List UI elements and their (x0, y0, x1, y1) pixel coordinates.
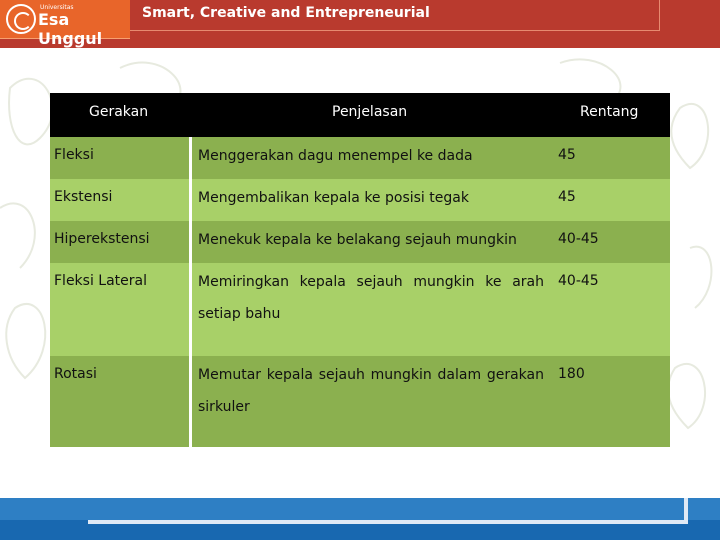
header-divider (130, 30, 660, 31)
col-header-gerakan: Gerakan (89, 104, 149, 120)
column-divider (189, 137, 192, 447)
logo-univ-text: Universitas (40, 4, 74, 11)
footer-line (88, 520, 684, 524)
table-row (50, 179, 670, 221)
cell-gerakan: Rotasi (54, 366, 97, 382)
cell-penjelasan: Menggerakan dagu menempel ke dada (198, 148, 473, 164)
table-row (50, 263, 670, 356)
table-header (50, 93, 670, 137)
cell-gerakan: Fleksi Lateral (54, 273, 148, 289)
table-row (50, 221, 670, 263)
movement-table (50, 93, 670, 447)
logo-block[interactable] (0, 0, 130, 48)
cell-penjelasan: Memutar kepala sejauh mungkin dalam gerakan sirkuler (198, 367, 544, 415)
footer-band (0, 498, 720, 520)
cell-rentang: 180 (558, 366, 585, 382)
cell-gerakan: Ekstensi (54, 189, 113, 205)
footer-line-vertical (684, 498, 688, 524)
cell-rentang: 40-45 (558, 231, 599, 247)
header-divider-vertical (659, 0, 660, 31)
cell-penjelasan: Memiringkan kepala sejauh mungkin ke arah setiap bahu (198, 274, 544, 322)
cell-rentang: 45 (558, 147, 576, 163)
cell-penjelasan: Menekuk kepala ke belakang sejauh mungkin (198, 232, 517, 248)
col-header-penjelasan: Penjelasan (332, 104, 408, 120)
table-row (50, 356, 670, 447)
table-row (50, 137, 670, 179)
cell-rentang: 45 (558, 189, 576, 205)
cell-gerakan: Fleksi (54, 147, 94, 163)
col-header-rentang: Rentang (580, 104, 639, 120)
tagline: Smart, Creative and Entrepreneurial (142, 5, 430, 21)
cell-penjelasan: Mengembalikan kepala ke posisi tegak (198, 190, 469, 206)
logo-name: Esa Unggul (38, 10, 103, 48)
university-logo-icon (6, 4, 36, 34)
cell-gerakan: Hiperekstensi (54, 231, 150, 247)
cell-rentang: 40-45 (558, 273, 599, 289)
